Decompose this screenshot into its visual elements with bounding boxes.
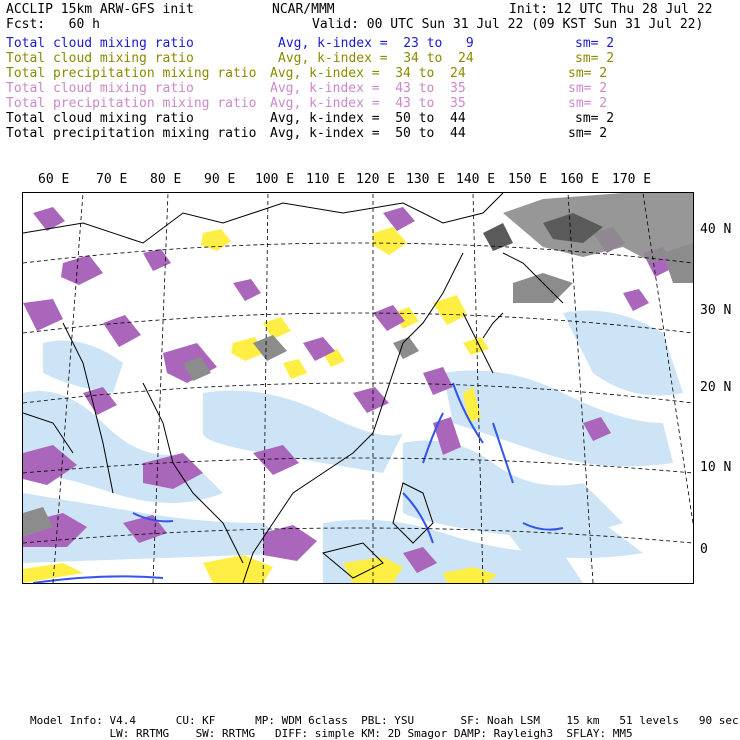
legend-field-name: Total cloud mixing ratio <box>6 51 194 66</box>
longitude-label: 60 E <box>38 172 70 187</box>
map-canvas <box>23 193 693 583</box>
latitude-label: 10 N <box>700 460 732 475</box>
longitude-label: 170 E <box>612 172 652 187</box>
map-panel <box>22 192 694 584</box>
legend-field-name: Total cloud mixing ratio <box>6 81 194 96</box>
model-title: ACCLIP 15km ARW-GFS init <box>6 2 194 17</box>
latitude-label: 30 N <box>700 303 732 318</box>
longitude-label: 160 E <box>560 172 600 187</box>
legend-sm: sm= 2 <box>575 51 615 66</box>
legend-avg: Avg, k-index = 34 to 24 <box>270 66 466 81</box>
latitude-label: 40 N <box>700 222 732 237</box>
init-time: Init: 12 UTC Thu 28 Jul 22 <box>509 2 713 17</box>
valid-time: Valid: 00 UTC Sun 31 Jul 22 (09 KST Sun 31 Jul 22) <box>312 17 704 32</box>
longitude-label: 80 E <box>150 172 182 187</box>
latitude-label: 0 <box>700 542 708 557</box>
legend-field-name: Total precipitation mixing ratio <box>6 96 257 111</box>
legend-avg: Avg, k-index = 50 to 44 <box>270 126 466 141</box>
legend-avg: Avg, k-index = 34 to 24 <box>278 51 474 66</box>
longitude-label: 90 E <box>204 172 236 187</box>
model-info-line1: Model Info: V4.4 CU: KF MP: WDM 6class PBL: YSU SF: Noah LSM 15 km 51 levels 90 sec <box>30 714 739 727</box>
legend-field-name: Total cloud mixing ratio <box>6 36 194 51</box>
legend-field-name: Total cloud mixing ratio <box>6 111 194 126</box>
longitude-label: 70 E <box>96 172 128 187</box>
legend-field-name: Total precipitation mixing ratio <box>6 126 257 141</box>
longitude-label: 150 E <box>508 172 548 187</box>
longitude-label: 130 E <box>406 172 446 187</box>
legend-avg: Avg, k-index = 50 to 44 <box>270 111 466 126</box>
legend-sm: sm= 2 <box>575 111 615 126</box>
longitude-label: 100 E <box>255 172 295 187</box>
legend-avg: Avg, k-index = 43 to 35 <box>270 81 466 96</box>
legend-field-name: Total precipitation mixing ratio <box>6 66 257 81</box>
legend-sm: sm= 2 <box>568 66 608 81</box>
model-info-line2: LW: RRTMG SW: RRTMG DIFF: simple KM: 2D Smagor DAMP: Rayleigh3 SFLAY: MM5 <box>30 727 633 740</box>
legend-sm: sm= 2 <box>575 36 615 51</box>
longitude-label: 140 E <box>456 172 496 187</box>
org-label: NCAR/MMM <box>272 2 335 17</box>
longitude-label: 120 E <box>356 172 396 187</box>
legend-sm: sm= 2 <box>568 81 608 96</box>
latitude-label: 20 N <box>700 380 732 395</box>
legend-sm: sm= 2 <box>568 96 608 111</box>
forecast-hour: Fcst: 60 h <box>6 17 100 32</box>
longitude-label: 110 E <box>306 172 346 187</box>
legend-avg: Avg, k-index = 43 to 35 <box>270 96 466 111</box>
legend-sm: sm= 2 <box>568 126 608 141</box>
legend-avg: Avg, k-index = 23 to 9 <box>278 36 474 51</box>
